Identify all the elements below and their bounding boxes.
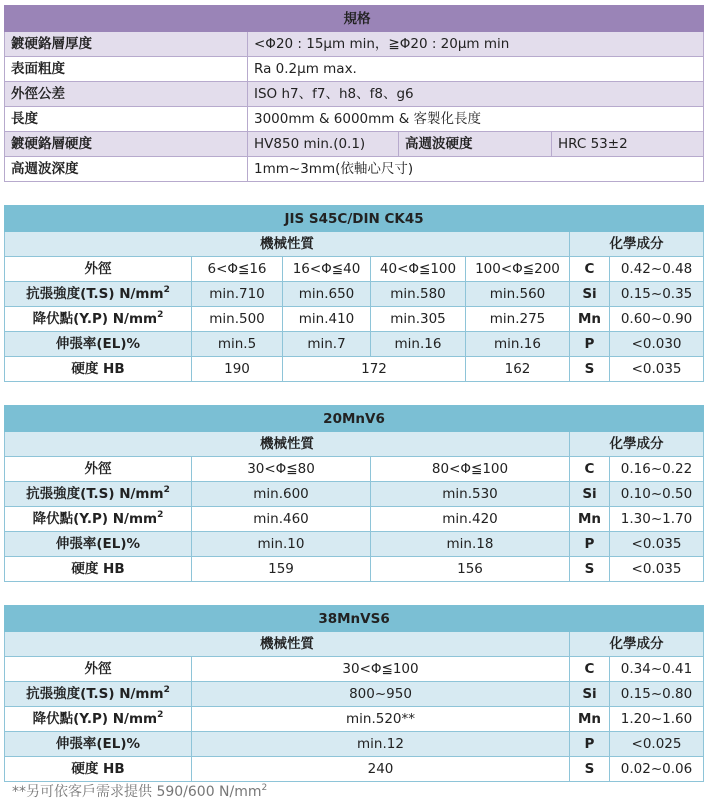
element-value: <0.035: [610, 557, 704, 582]
spec-label: 長度: [5, 107, 248, 132]
cell: 159: [192, 557, 371, 582]
table-row: [5, 482, 704, 507]
row-label: 硬度 HB: [5, 557, 192, 582]
cell: min.410: [283, 307, 371, 332]
row-label: 伸張率(EL)%: [5, 732, 192, 757]
spec-value: ISO h7、f7、h8、f8、g6: [248, 82, 704, 107]
row-label: 抗張強度(T.S) $N/mm^2$: [5, 482, 192, 507]
cell: min.600: [192, 482, 371, 507]
cell: min.7: [283, 332, 371, 357]
table-row: [5, 457, 704, 482]
mnvs6-table: [4, 605, 704, 782]
cell: 172: [283, 357, 466, 382]
spec-row: [5, 157, 704, 182]
element-value: 0.02~0.06: [610, 757, 704, 782]
table-row: [5, 332, 704, 357]
table-row: [5, 507, 704, 532]
spec-row: [5, 57, 704, 82]
spec-value: 1mm~3mm(依軸心尺寸): [248, 157, 704, 182]
row-label: 降伏點(Y.P) $N/mm^2$: [5, 307, 192, 332]
cell: min.580: [371, 282, 466, 307]
table-row: [5, 532, 704, 557]
spec-row: [5, 32, 704, 57]
cell: 30<Φ≦80: [192, 457, 371, 482]
s45c-table: [4, 205, 704, 382]
spec-label: 高週波深度: [5, 157, 248, 182]
spec-value: HV850 min.(0.1): [248, 132, 399, 157]
element: P: [570, 732, 610, 757]
spec-title: 規格: [5, 6, 704, 32]
cell: 6<Φ≦16: [192, 257, 283, 282]
table-row: [5, 732, 704, 757]
table-row: [5, 657, 704, 682]
spec-value: 3000mm & 6000mm & 客製化長度: [248, 107, 704, 132]
table-title: JIS S45C/DIN CK45: [5, 206, 704, 232]
row-label: 抗張強度(T.S) $N/mm^2$: [5, 282, 192, 307]
table-title: 20MnV6: [5, 406, 704, 432]
cell: min.500: [192, 307, 283, 332]
element-value: 0.42~0.48: [610, 257, 704, 282]
table-row: [5, 757, 704, 782]
spec-label: 表面粗度: [5, 57, 248, 82]
element-value: 0.60~0.90: [610, 307, 704, 332]
mech-header: 機械性質: [5, 232, 570, 257]
row-label: 外徑: [5, 257, 192, 282]
cell: 800~950: [192, 682, 570, 707]
row-label: 降伏點(Y.P) $N/mm^2$: [5, 707, 192, 732]
element: Si: [570, 282, 610, 307]
element: C: [570, 657, 610, 682]
mech-header: 機械性質: [5, 432, 570, 457]
table-row: [5, 707, 704, 732]
element: Si: [570, 482, 610, 507]
cell: min.305: [371, 307, 466, 332]
element: Si: [570, 682, 610, 707]
element: Mn: [570, 707, 610, 732]
element-value: 0.15~0.80: [610, 682, 704, 707]
cell: min.16: [466, 332, 570, 357]
cell: min.710: [192, 282, 283, 307]
element-value: <0.035: [610, 357, 704, 382]
row-label: 伸張率(EL)%: [5, 532, 192, 557]
row-label: 降伏點(Y.P) $N/mm^2$: [5, 507, 192, 532]
table-row: [5, 282, 704, 307]
cell: min.650: [283, 282, 371, 307]
spec-label: 外徑公差: [5, 82, 248, 107]
row-label: 硬度 HB: [5, 357, 192, 382]
row-label: 外徑: [5, 657, 192, 682]
spec-table: [4, 5, 704, 182]
element-value: 0.34~0.41: [610, 657, 704, 682]
row-label: 抗張強度(T.S) $N/mm^2$: [5, 682, 192, 707]
element: Mn: [570, 507, 610, 532]
element: Mn: [570, 307, 610, 332]
cell: min.460: [192, 507, 371, 532]
spec-row: [5, 82, 704, 107]
cell: min.10: [192, 532, 371, 557]
spec-label: 鍍硬鉻層硬度: [5, 132, 248, 157]
element-value: 0.16~0.22: [610, 457, 704, 482]
chem-header: 化學成分: [570, 632, 704, 657]
cell: 190: [192, 357, 283, 382]
cell: min.420: [371, 507, 570, 532]
element-value: <0.025: [610, 732, 704, 757]
spec-row: [5, 107, 704, 132]
cell: 40<Φ≦100: [371, 257, 466, 282]
cell: min.530: [371, 482, 570, 507]
cell: 100<Φ≦200: [466, 257, 570, 282]
mnv6-table: [4, 405, 704, 582]
table-row: [5, 307, 704, 332]
cell: min.5: [192, 332, 283, 357]
cell: 30<Φ≦100: [192, 657, 570, 682]
spec-label: 鍍硬鉻層厚度: [5, 32, 248, 57]
spec-value: <Φ20 : 15μm min，≧Φ20 : 20μm min: [248, 32, 704, 57]
row-label: 伸張率(EL)%: [5, 332, 192, 357]
element: S: [570, 557, 610, 582]
spec-value: Ra 0.2μm max.: [248, 57, 704, 82]
chem-header: 化學成分: [570, 432, 704, 457]
table-row: [5, 682, 704, 707]
table-row: [5, 557, 704, 582]
table-row: [5, 257, 704, 282]
cell: 16<Φ≦40: [283, 257, 371, 282]
element: P: [570, 332, 610, 357]
row-label: 硬度 HB: [5, 757, 192, 782]
cell: 156: [371, 557, 570, 582]
row-label: 外徑: [5, 457, 192, 482]
spec-value: HRC 53±2: [552, 132, 704, 157]
cell: min.12: [192, 732, 570, 757]
cell: min.16: [371, 332, 466, 357]
element: C: [570, 457, 610, 482]
cell: 162: [466, 357, 570, 382]
cell: 240: [192, 757, 570, 782]
footnote: **另可依客戶需求提供 590/600 $N/mm^2$: [12, 783, 268, 800]
element-value: 1.20~1.60: [610, 707, 704, 732]
element: P: [570, 532, 610, 557]
element: S: [570, 357, 610, 382]
cell: 80<Φ≦100: [371, 457, 570, 482]
spec-label: 高週波硬度: [399, 132, 552, 157]
element: S: [570, 757, 610, 782]
cell: min.520**: [192, 707, 570, 732]
table-title: 38MnVS6: [5, 606, 704, 632]
element-value: <0.030: [610, 332, 704, 357]
element-value: 1.30~1.70: [610, 507, 704, 532]
element-value: 0.10~0.50: [610, 482, 704, 507]
mech-header: 機械性質: [5, 632, 570, 657]
element: C: [570, 257, 610, 282]
spec-row: [5, 132, 704, 157]
cell: min.275: [466, 307, 570, 332]
element-value: <0.035: [610, 532, 704, 557]
table-row: [5, 357, 704, 382]
cell: min.18: [371, 532, 570, 557]
chem-header: 化學成分: [570, 232, 704, 257]
cell: min.560: [466, 282, 570, 307]
element-value: 0.15~0.35: [610, 282, 704, 307]
